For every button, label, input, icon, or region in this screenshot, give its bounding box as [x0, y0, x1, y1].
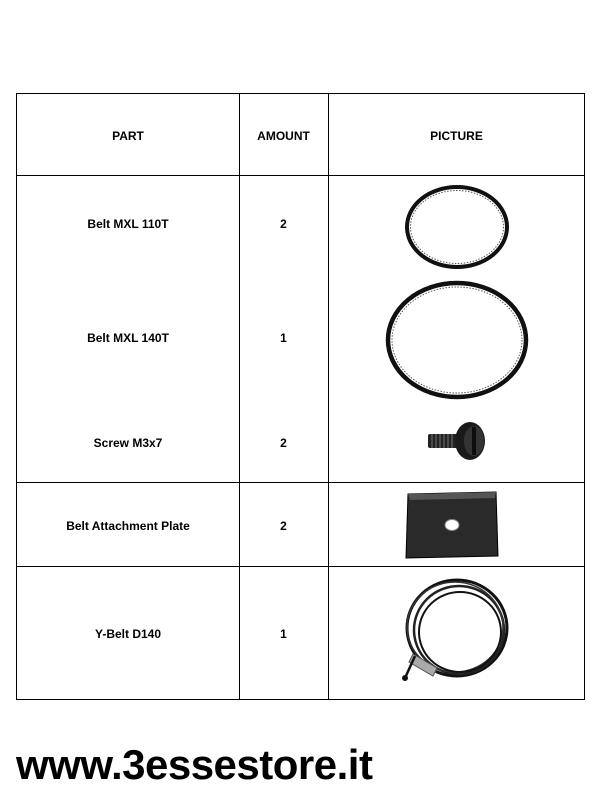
row-amount: 2 — [280, 519, 287, 533]
row-divider — [17, 175, 584, 176]
row-amount: 2 — [280, 436, 287, 450]
belt-small-loop-icon — [402, 182, 512, 272]
belt-large-loop-icon — [383, 278, 531, 402]
row-part: Belt MXL 110T — [87, 217, 169, 231]
row-amount: 1 — [280, 331, 287, 345]
column-divider — [239, 94, 240, 699]
column-divider — [328, 94, 329, 699]
row-amount: 1 — [280, 627, 287, 641]
row-part: Belt MXL 140T — [87, 331, 169, 345]
row-amount: 2 — [280, 217, 287, 231]
row-part: Screw M3x7 — [93, 436, 163, 450]
row-part: Belt Attachment Plate — [66, 519, 190, 533]
row-part: Y-Belt D140 — [94, 627, 162, 641]
coiled-belt-icon — [393, 572, 511, 684]
row-divider — [17, 566, 584, 567]
square-plate-icon — [404, 490, 500, 560]
header-picture: PICTURE — [430, 129, 483, 143]
header-part: PART — [112, 129, 144, 143]
row-divider — [17, 482, 584, 483]
screw-icon — [422, 419, 492, 464]
parts-table — [16, 93, 585, 700]
footer-website: www.3essestore.it — [16, 741, 373, 788]
header-amount: AMOUNT — [257, 129, 310, 143]
